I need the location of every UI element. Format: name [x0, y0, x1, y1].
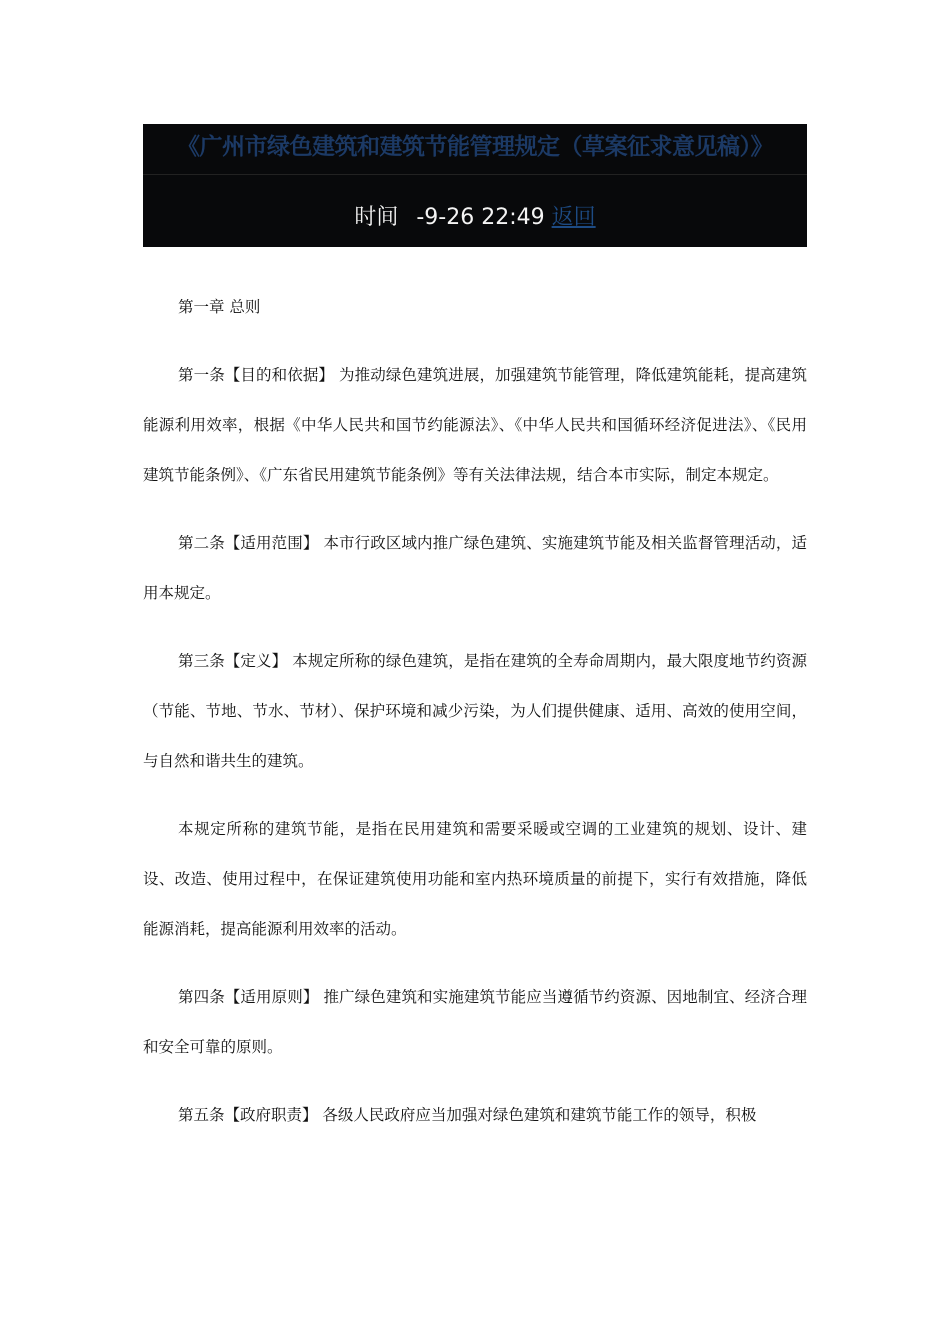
article-1: 第一条【目的和依据】 为推动绿色建筑进展，加强建筑节能管理，降低建筑能耗，提高建筑能源利用效率，根据《中华人民共和国节约能源法》、《中华人民共和国循环经济促进法》、《民用建筑节能条例》、《广东省民用建筑节能条例》等有关法律法规，结合本市实际，制定本规定。 [143, 366, 807, 484]
chapter-heading: 第一章 总则 [178, 298, 261, 316]
time-label: 时间 [354, 205, 399, 230]
header-divider [143, 174, 807, 175]
article-2: 第二条【适用范围】 本市行政区域内推广绿色建筑、实施建筑节能及相关监督管理活动，适用本规定。 [143, 534, 807, 602]
back-link[interactable]: 返回 [551, 205, 596, 230]
document-header [143, 124, 807, 247]
time-value: -9-26 22:49 [416, 205, 545, 230]
article-3: 第三条【定义】 本规定所称的绿色建筑，是指在建筑的全寿命周期内，最大限度地节约资源（节能、节地、节水、节材）、保护环境和减少污染，为人们提供健康、适用、高效的使用空间，与自然和谐共生的建筑。 [143, 652, 807, 770]
document-body [143, 282, 807, 1158]
article-5: 第五条【政府职责】 各级人民政府应当加强对绿色建筑和建筑节能工作的领导，积极 [178, 1106, 757, 1124]
publish-info [143, 200, 807, 231]
article-3-paragraph-2: 本规定所称的建筑节能，是指在民用建筑和需要采暖或空调的工业建筑的规划、设计、建设、改造、使用过程中，在保证建筑使用功能和室内热环境质量的前提下，实行有效措施，降低能源消耗，提高能源利用效率的活动。 [143, 820, 807, 938]
document-title: 《广州市绿色建筑和建筑节能管理规定（草案征求意见稿）》 [177, 134, 773, 160]
article-4: 第四条【适用原则】 推广绿色建筑和实施建筑节能应当遵循节约资源、因地制宜、经济合理和安全可靠的原则。 [143, 988, 807, 1056]
